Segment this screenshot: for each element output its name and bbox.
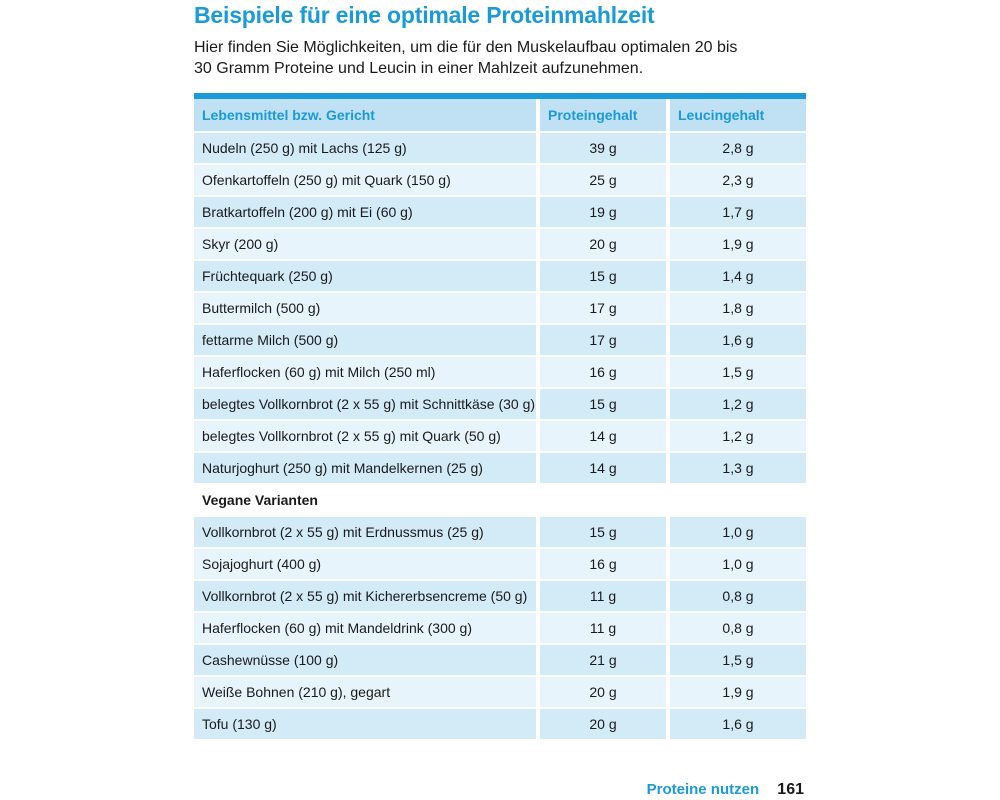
food-name: Nudeln (250 g) mit Lachs (125 g) xyxy=(194,133,536,165)
food-name: Vollkornbrot (2 x 55 g) mit Erdnussmus (25 g) xyxy=(194,517,536,549)
table-row xyxy=(194,421,806,453)
food-name: Naturjoghurt (250 g) mit Mandelkernen (25 g) xyxy=(194,453,536,485)
food-name: Haferflocken (60 g) mit Milch (250 ml) xyxy=(194,357,536,389)
leucin-value: 0,8 g xyxy=(666,581,806,613)
food-name: Tofu (130 g) xyxy=(194,709,536,741)
table-row xyxy=(194,677,806,709)
table-row xyxy=(194,293,806,325)
protein-table-grid xyxy=(194,99,806,741)
page-number: 161 xyxy=(777,781,804,798)
protein-value: 14 g xyxy=(536,421,666,453)
leucin-value: 1,7 g xyxy=(666,197,806,229)
food-name: Cashewnüsse (100 g) xyxy=(194,645,536,677)
protein-value: 16 g xyxy=(536,357,666,389)
leucin-value: 1,8 g xyxy=(666,293,806,325)
table-row xyxy=(194,133,806,165)
protein-value: 20 g xyxy=(536,229,666,261)
protein-value: 17 g xyxy=(536,293,666,325)
protein-value: 15 g xyxy=(536,517,666,549)
table-row xyxy=(194,517,806,549)
table-row xyxy=(194,389,806,421)
leucin-value: 1,9 g xyxy=(666,229,806,261)
leucin-value: 1,5 g xyxy=(666,357,806,389)
protein-value: 19 g xyxy=(536,197,666,229)
footer-section-title: Proteine nutzen xyxy=(646,781,760,798)
table-row xyxy=(194,453,806,485)
table-row xyxy=(194,357,806,389)
protein-value: 20 g xyxy=(536,709,666,741)
leucin-value: 0,8 g xyxy=(666,613,806,645)
leucin-value: 1,5 g xyxy=(666,645,806,677)
leucin-value: 1,6 g xyxy=(666,325,806,357)
protein-value: 17 g xyxy=(536,325,666,357)
food-name: Ofenkartoffeln (250 g) mit Quark (150 g) xyxy=(194,165,536,197)
table-row xyxy=(194,613,806,645)
protein-value: 11 g xyxy=(536,581,666,613)
food-name: Haferflocken (60 g) mit Mandeldrink (300 g) xyxy=(194,613,536,645)
protein-value: 16 g xyxy=(536,549,666,581)
leucin-value: 2,3 g xyxy=(666,165,806,197)
food-name: Weiße Bohnen (210 g), gegart xyxy=(194,677,536,709)
column-header-leucin: Leucingehalt xyxy=(666,99,806,133)
table-row xyxy=(194,325,806,357)
intro-line-1: Hier finden Sie Möglichkeiten, um die für den Muskelaufbau optimalen 20 bis xyxy=(194,39,738,56)
leucin-value: 1,2 g xyxy=(666,421,806,453)
table-header-row xyxy=(194,99,806,133)
page-title: Beispiele für eine optimale Proteinmahlzeit xyxy=(194,2,655,28)
food-name: Bratkartoffeln (200 g) mit Ei (60 g) xyxy=(194,197,536,229)
food-name: belegtes Vollkornbrot (2 x 55 g) mit Quark (50 g) xyxy=(194,421,536,453)
table-row xyxy=(194,197,806,229)
protein-value: 20 g xyxy=(536,677,666,709)
leucin-value: 1,6 g xyxy=(666,709,806,741)
food-name: Sojajoghurt (400 g) xyxy=(194,549,536,581)
column-header-food: Lebensmittel bzw. Gericht xyxy=(194,99,536,133)
protein-value: 15 g xyxy=(536,389,666,421)
protein-value: 15 g xyxy=(536,261,666,293)
protein-value: 25 g xyxy=(536,165,666,197)
section-label-vegan: Vegane Varianten xyxy=(194,485,806,517)
food-name: Buttermilch (500 g) xyxy=(194,293,536,325)
page-footer xyxy=(647,781,804,799)
food-name: fettarme Milch (500 g) xyxy=(194,325,536,357)
table-row xyxy=(194,261,806,293)
table-row xyxy=(194,165,806,197)
table-row xyxy=(194,709,806,741)
protein-table xyxy=(194,93,806,741)
column-header-protein: Proteingehalt xyxy=(536,99,666,133)
leucin-value: 1,3 g xyxy=(666,453,806,485)
table-row xyxy=(194,645,806,677)
protein-value: 14 g xyxy=(536,453,666,485)
protein-value: 21 g xyxy=(536,645,666,677)
table-row xyxy=(194,549,806,581)
leucin-value: 1,0 g xyxy=(666,517,806,549)
table-row xyxy=(194,229,806,261)
protein-value: 39 g xyxy=(536,133,666,165)
table-row xyxy=(194,581,806,613)
leucin-value: 2,8 g xyxy=(666,133,806,165)
section-row-vegan xyxy=(194,485,806,517)
food-name: Skyr (200 g) xyxy=(194,229,536,261)
intro-line-2: 30 Gramm Proteine und Leucin in einer Mahlzeit aufzunehmen. xyxy=(194,60,644,77)
protein-value: 11 g xyxy=(536,613,666,645)
leucin-value: 1,4 g xyxy=(666,261,806,293)
leucin-value: 1,9 g xyxy=(666,677,806,709)
leucin-value: 1,2 g xyxy=(666,389,806,421)
intro-text xyxy=(194,37,834,79)
food-name: Früchtequark (250 g) xyxy=(194,261,536,293)
food-name: belegtes Vollkornbrot (2 x 55 g) mit Schnittkäse (30 g) xyxy=(194,389,536,421)
leucin-value: 1,0 g xyxy=(666,549,806,581)
food-name: Vollkornbrot (2 x 55 g) mit Kichererbsencreme (50 g) xyxy=(194,581,536,613)
